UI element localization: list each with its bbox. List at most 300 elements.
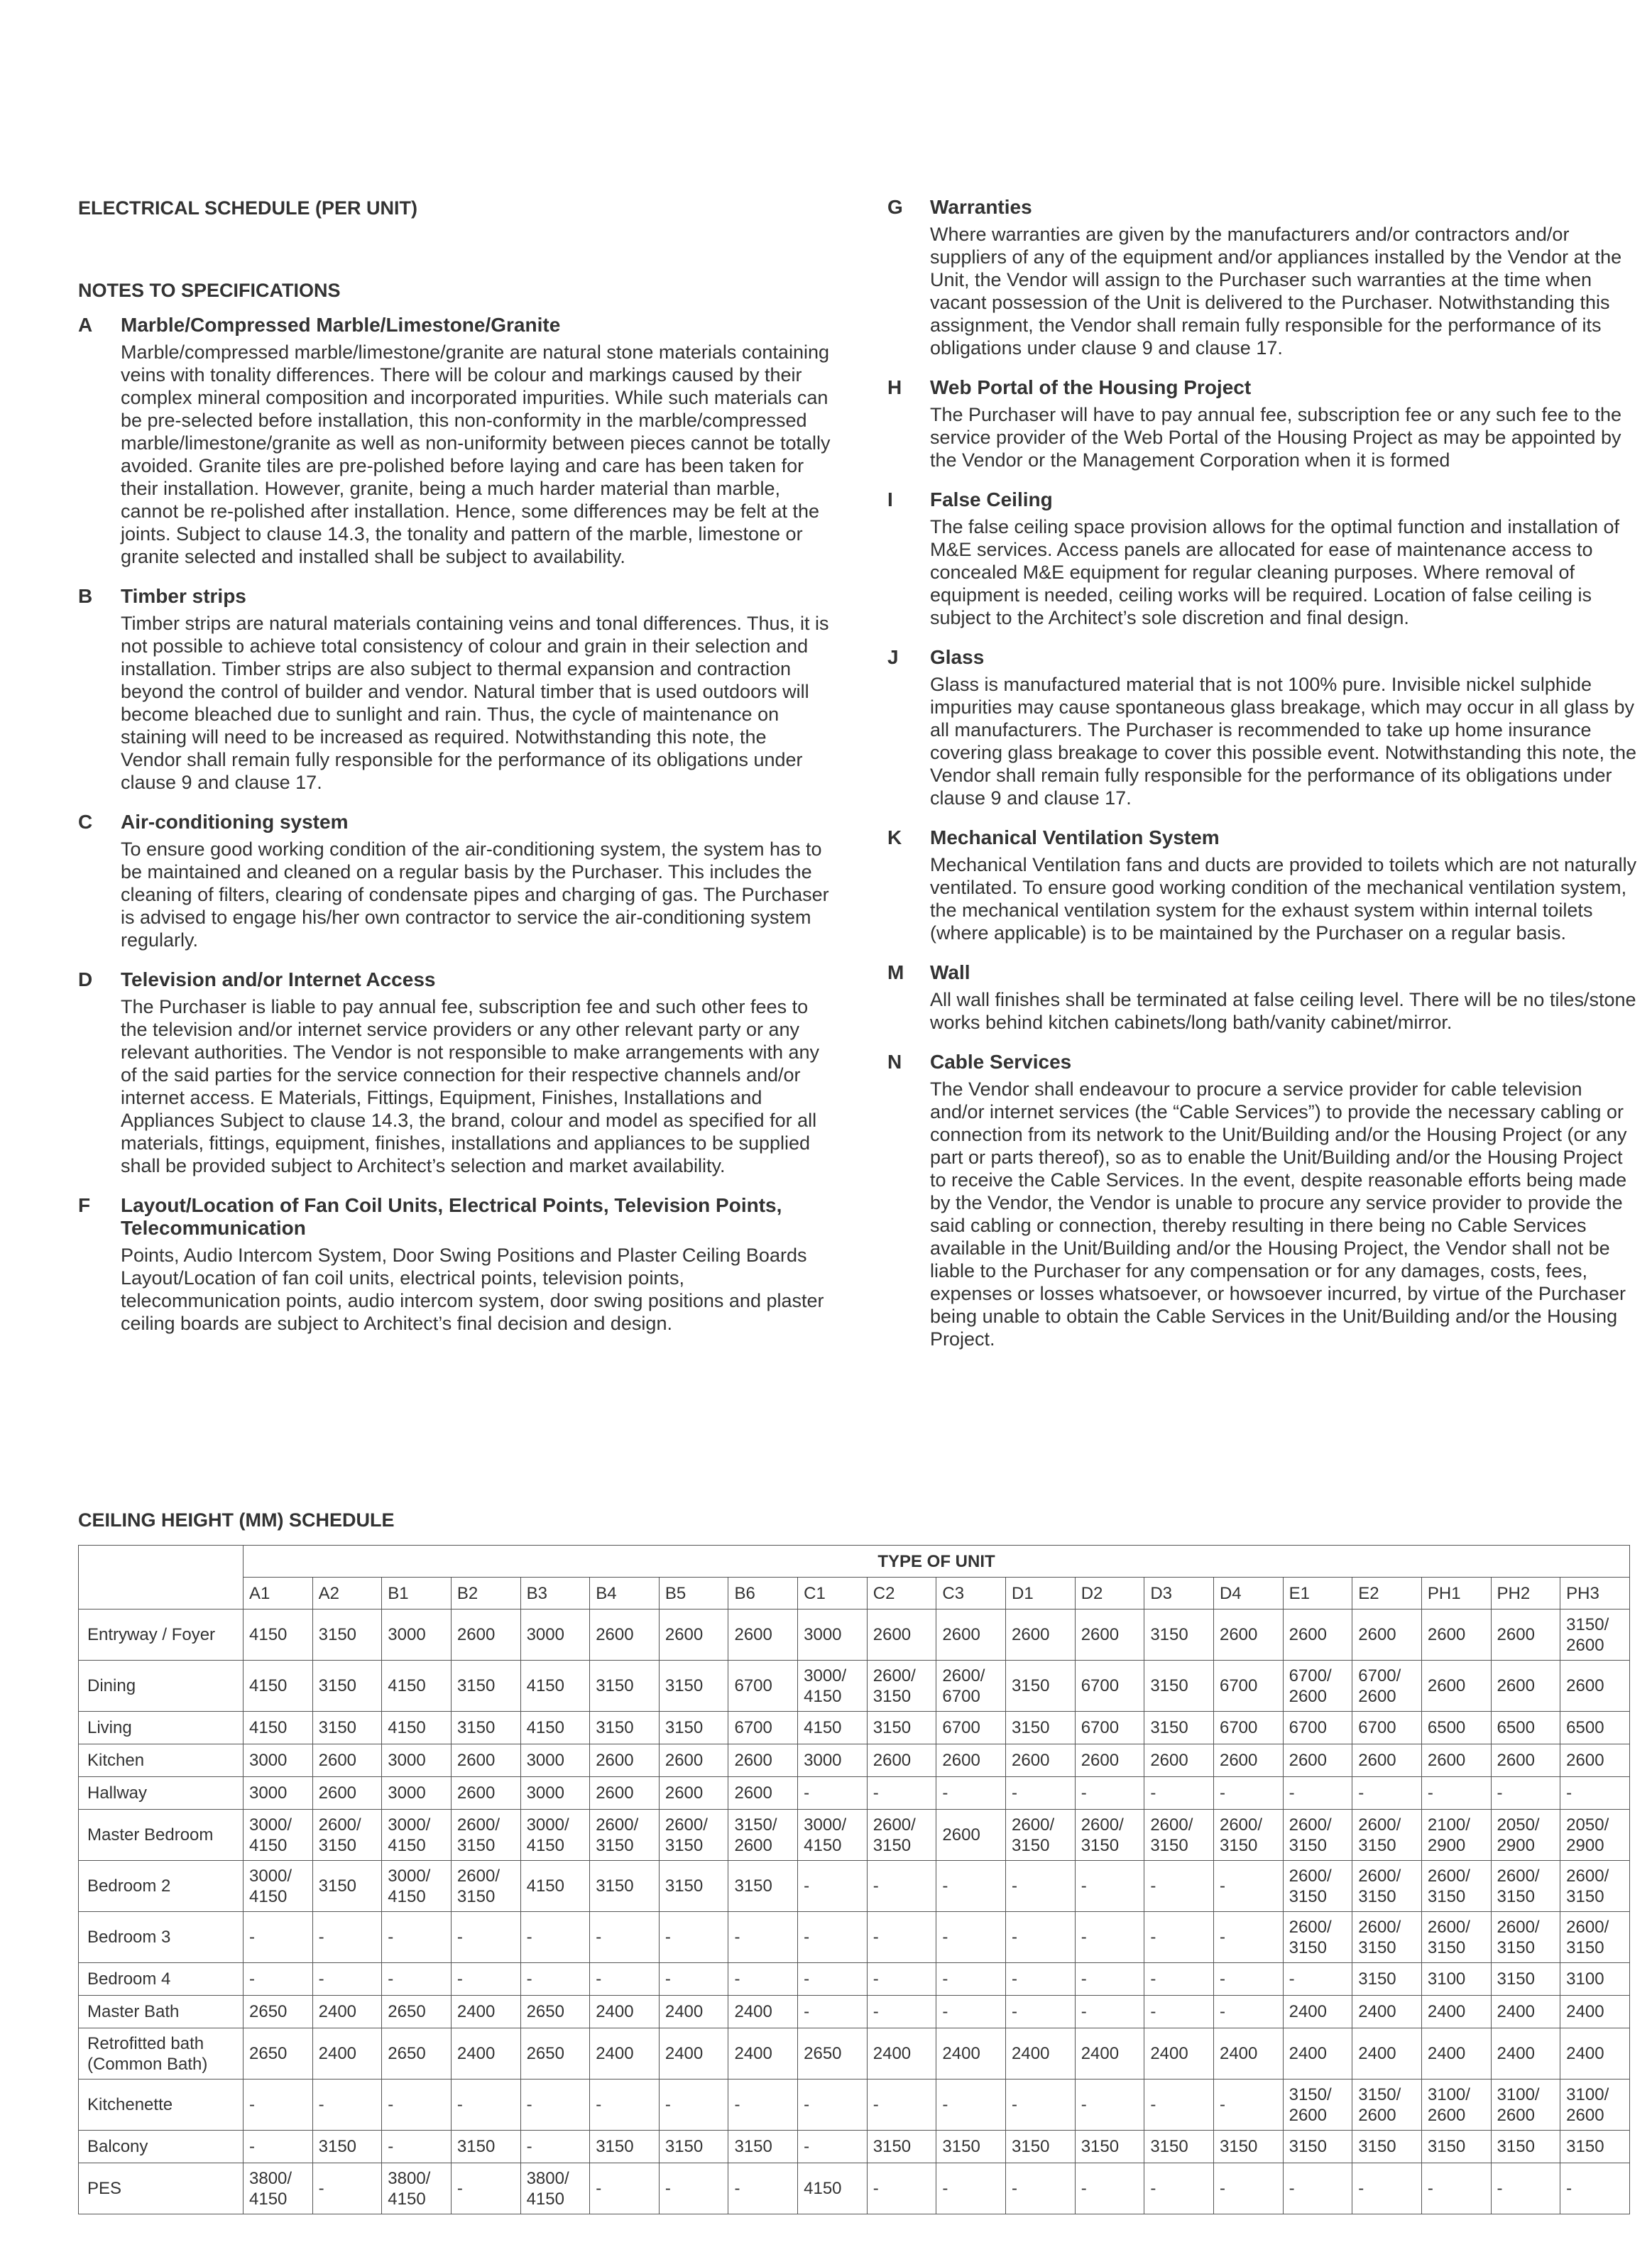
- height-cell: 2600/ 3150: [1421, 1912, 1491, 1963]
- height-cell: 2600: [1075, 1744, 1144, 1777]
- height-cell: -: [312, 1963, 382, 1996]
- row-label: Master Bedroom: [79, 1810, 244, 1861]
- note-body: All wall finishes shall be terminated at false ceiling level. There will be no tiles/stone works behind kitchen cabinets/long bath/vanity cabinet/mirror.: [930, 989, 1636, 1033]
- note-body: To ensure good working condition of the air-conditioning system, the system has to be maintained and cleaned on a regular basis by the Purchaser. This includes the cleaning of filters, clearing of condensate pipes and charging of gas. The Purchaser is advised to engage his/her own contractor to service the air-conditioning system regularly.: [121, 838, 829, 951]
- height-cell: 6500: [1421, 1712, 1491, 1744]
- height-cell: -: [1144, 2163, 1214, 2214]
- height-cell: -: [1075, 1861, 1144, 1912]
- note-body: Mechanical Ventilation fans and ducts are provided to toilets which are not naturally ventilated. To ensure good working condition of the mechanical ventilation system, the mechanical ventilation system for the exhaust system within internal toilets (where applicable) is to be maintained by the Purchaser on a regular basis.: [930, 854, 1637, 944]
- height-cell: -: [1006, 1912, 1076, 1963]
- height-cell: -: [1006, 1861, 1076, 1912]
- height-cell: 2050/ 2900: [1560, 1810, 1630, 1861]
- table-row: [79, 2163, 1630, 2214]
- note-body: Glass is manufactured material that is not 100% pure. Invisible nickel sulphide impurities may cause spontaneous glass breakage, which may occur in all glass by all manufacturers. The Purchaser is recommended to take up home insurance covering glass breakage to cover this possible event. Notwithstanding this note, the Vendor shall remain fully responsible for the performance of its obligations under clause 9 and clause 17.: [930, 674, 1637, 809]
- height-cell: 3000/ 4150: [382, 1861, 452, 1912]
- height-cell: -: [1213, 1861, 1283, 1912]
- height-cell: 3150: [1006, 1712, 1076, 1744]
- unit-type-header: C2: [867, 1578, 936, 1610]
- height-cell: 2600: [451, 1744, 520, 1777]
- height-cell: -: [728, 2163, 798, 2214]
- height-cell: -: [451, 2080, 520, 2131]
- table-corner-cell: [79, 1546, 244, 1610]
- row-label: Living: [79, 1712, 244, 1744]
- table-row: [79, 1996, 1630, 2028]
- height-cell: -: [520, 1912, 590, 1963]
- height-cell: -: [798, 1996, 868, 2028]
- note-letter: A: [78, 314, 93, 336]
- height-cell: 3100/ 2600: [1421, 2080, 1491, 2131]
- height-cell: -: [867, 1996, 936, 2028]
- height-cell: 3000: [244, 1744, 313, 1777]
- height-cell: 2600/ 3150: [1491, 1861, 1560, 1912]
- height-cell: -: [1006, 2080, 1076, 2131]
- height-cell: 2600: [590, 1744, 660, 1777]
- unit-type-header: B6: [728, 1578, 798, 1610]
- height-cell: -: [244, 2131, 313, 2163]
- height-cell: 6700: [936, 1712, 1006, 1744]
- row-label: Bedroom 3: [79, 1912, 244, 1963]
- height-cell: 2600/ 3150: [1560, 1912, 1630, 1963]
- height-cell: 2400: [728, 2028, 798, 2080]
- height-cell: 6700: [1283, 1712, 1352, 1744]
- height-cell: 2600/ 3150: [590, 1810, 660, 1861]
- height-cell: 3100/ 2600: [1560, 2080, 1630, 2131]
- height-cell: 2600/ 3150: [1352, 1810, 1422, 1861]
- height-cell: 2600: [1560, 1661, 1630, 1712]
- unit-type-header: PH3: [1560, 1578, 1630, 1610]
- note-body: Marble/compressed marble/limestone/granite are natural stone materials containing veins with tonality differences. There will be colour and markings caused by their complex mineral composition and incorporated impurities. While such materials can be pre-selected before installation, this non-conformity in the marble/compressed marble/limestone/granite as well as non-uniformity between pieces cannot be totally avoided. Granite tiles are pre-polished before laying and care has been taken for their installation. However, granite, being a much harder material than marble, cannot be re-polished after installation. Hence, some differences may be felt at the joints. Subject to clause 14.3, the tonality and pattern of the marble, limestone or granite selected and installed shall be subject to availability.: [121, 341, 831, 567]
- height-cell: 2600/ 3150: [1075, 1810, 1144, 1861]
- height-cell: 3150: [1491, 2131, 1560, 2163]
- height-cell: -: [451, 1912, 520, 1963]
- height-cell: 2600: [867, 1744, 936, 1777]
- note-letter: N: [887, 1051, 902, 1073]
- ceiling-schedule-heading: CEILING HEIGHT (MM) SCHEDULE: [78, 1509, 395, 1531]
- height-cell: 2600: [1352, 1610, 1422, 1661]
- unit-type-header: C3: [936, 1578, 1006, 1610]
- height-cell: 6700: [1075, 1661, 1144, 1712]
- height-cell: -: [382, 2080, 452, 2131]
- height-cell: 2600/ 3150: [867, 1661, 936, 1712]
- height-cell: 2650: [520, 1996, 590, 2028]
- height-cell: 3000: [382, 1777, 452, 1810]
- ceiling-height-table: [78, 1545, 1630, 2214]
- height-cell: 2600: [1283, 1744, 1352, 1777]
- height-cell: -: [1421, 2163, 1491, 2214]
- note-h: [887, 376, 1640, 471]
- height-cell: -: [867, 1777, 936, 1810]
- height-cell: 3150: [1006, 1661, 1076, 1712]
- unit-type-header: D3: [1144, 1578, 1214, 1610]
- height-cell: 2600: [1560, 1744, 1630, 1777]
- height-cell: 6700: [728, 1712, 798, 1744]
- note-body: Timber strips are natural materials containing veins and tonal differences. Thus, it is not possible to achieve total consistency of colour and grain in their selection and installation. Timber strips are also subject to thermal expansion and contraction beyond the control of builder and vendor. Natural timber that is used outdoors will become bleached due to sunlight and rain. Thus, the cycle of maintenance on staining will need to be increased as required. Notwithstanding this note, the Vendor shall remain fully responsible for the performance of its obligations under clause 9 and clause 17.: [121, 613, 829, 793]
- table-row: [79, 1610, 1630, 1661]
- note-title: Warranties: [930, 196, 1032, 218]
- height-cell: 2400: [1491, 2028, 1560, 2080]
- height-cell: 3150: [451, 2131, 520, 2163]
- unit-type-header: D2: [1075, 1578, 1144, 1610]
- height-cell: 2600: [451, 1610, 520, 1661]
- row-label: Kitchenette: [79, 2080, 244, 2131]
- row-label: Retrofitted bath (Common Bath): [79, 2028, 244, 2080]
- height-cell: -: [382, 1963, 452, 1996]
- height-cell: 2400: [1006, 2028, 1076, 2080]
- height-cell: -: [798, 2131, 868, 2163]
- note-title: Layout/Location of Fan Coil Units, Electrical Points, Television Points, Telecommunication: [121, 1194, 782, 1239]
- height-cell: 2600/ 3150: [867, 1810, 936, 1861]
- notes-heading: NOTES TO SPECIFICATIONS: [78, 280, 341, 301]
- height-cell: 2600: [1144, 1744, 1214, 1777]
- height-cell: -: [590, 1963, 660, 1996]
- height-cell: 3150: [312, 1610, 382, 1661]
- height-cell: -: [728, 1963, 798, 1996]
- note-j: [887, 646, 1640, 809]
- height-cell: 3150: [1006, 2131, 1076, 2163]
- note-letter: H: [887, 376, 902, 398]
- height-cell: -: [798, 1963, 868, 1996]
- height-cell: 3150: [659, 1661, 728, 1712]
- height-cell: -: [1075, 1777, 1144, 1810]
- height-cell: 2400: [1075, 2028, 1144, 2080]
- height-cell: 3150/ 2600: [1560, 1610, 1630, 1661]
- height-cell: 2400: [1491, 1996, 1560, 2028]
- height-cell: 2600/ 3150: [1283, 1861, 1352, 1912]
- height-cell: 2600: [312, 1777, 382, 1810]
- height-cell: 3150: [1144, 1712, 1214, 1744]
- height-cell: 3100: [1560, 1963, 1630, 1996]
- height-cell: 4150: [244, 1610, 313, 1661]
- height-cell: 2600: [451, 1777, 520, 1810]
- height-cell: 3150: [1075, 2131, 1144, 2163]
- height-cell: 2600/ 3150: [1213, 1810, 1283, 1861]
- height-cell: -: [798, 2080, 868, 2131]
- height-cell: 2400: [1283, 1996, 1352, 2028]
- height-cell: 2600/ 3150: [451, 1810, 520, 1861]
- table-row: [79, 1661, 1630, 1712]
- note-c: [78, 811, 831, 951]
- height-cell: -: [798, 1777, 868, 1810]
- height-cell: -: [936, 1912, 1006, 1963]
- height-cell: -: [590, 2080, 660, 2131]
- height-cell: 2400: [590, 2028, 660, 2080]
- height-cell: 3000/ 4150: [244, 1861, 313, 1912]
- height-cell: 3000: [520, 1777, 590, 1810]
- height-cell: 4150: [382, 1661, 452, 1712]
- height-cell: -: [1283, 1777, 1352, 1810]
- height-cell: -: [312, 1912, 382, 1963]
- height-cell: -: [244, 2080, 313, 2131]
- height-cell: 3800/ 4150: [244, 2163, 313, 2214]
- height-cell: 2600/ 6700: [936, 1661, 1006, 1712]
- height-cell: -: [382, 2131, 452, 2163]
- right-column: [887, 196, 1640, 1367]
- height-cell: 2650: [798, 2028, 868, 2080]
- height-cell: -: [1213, 1996, 1283, 2028]
- height-cell: -: [936, 2080, 1006, 2131]
- height-cell: 2600: [936, 1744, 1006, 1777]
- height-cell: 2600: [728, 1777, 798, 1810]
- height-cell: -: [312, 2080, 382, 2131]
- table-row: [79, 1963, 1630, 1996]
- row-label: Master Bath: [79, 1996, 244, 2028]
- height-cell: -: [1144, 1963, 1214, 1996]
- height-cell: -: [1144, 1996, 1214, 2028]
- height-cell: 3150: [659, 1712, 728, 1744]
- height-cell: 2650: [244, 1996, 313, 2028]
- height-cell: 2600: [590, 1610, 660, 1661]
- height-cell: -: [1075, 2080, 1144, 2131]
- table-row: [79, 2028, 1630, 2080]
- height-cell: -: [936, 1963, 1006, 1996]
- table-row: [79, 2080, 1630, 2131]
- height-cell: 3800/ 4150: [382, 2163, 452, 2214]
- height-cell: -: [867, 1861, 936, 1912]
- note-a: [78, 314, 831, 568]
- height-cell: 2600: [1421, 1661, 1491, 1712]
- height-cell: -: [1006, 2163, 1076, 2214]
- height-cell: 3000/ 4150: [244, 1810, 313, 1861]
- unit-type-header: B5: [659, 1578, 728, 1610]
- height-cell: -: [520, 2131, 590, 2163]
- height-cell: -: [1352, 2163, 1422, 2214]
- height-cell: 3150: [1144, 1610, 1214, 1661]
- height-cell: 4150: [520, 1712, 590, 1744]
- height-cell: 3150: [1352, 1963, 1422, 1996]
- height-cell: 2600/ 3150: [1006, 1810, 1076, 1861]
- height-cell: 2600: [1213, 1744, 1283, 1777]
- height-cell: 2600/ 3150: [1283, 1810, 1352, 1861]
- height-cell: -: [451, 2163, 520, 2214]
- table-row: [79, 1861, 1630, 1912]
- height-cell: 3150/ 2600: [728, 1810, 798, 1861]
- height-cell: -: [1213, 1777, 1283, 1810]
- height-cell: 2100/ 2900: [1421, 1810, 1491, 1861]
- height-cell: 2400: [1421, 1996, 1491, 2028]
- height-cell: 3150: [451, 1712, 520, 1744]
- height-cell: 2400: [1421, 2028, 1491, 2080]
- height-cell: 2600: [590, 1777, 660, 1810]
- height-cell: -: [1144, 1912, 1214, 1963]
- height-cell: 3150: [1560, 2131, 1630, 2163]
- height-cell: 2400: [1560, 1996, 1630, 2028]
- row-label: Hallway: [79, 1777, 244, 1810]
- height-cell: 2650: [382, 1996, 452, 2028]
- height-cell: -: [1213, 2080, 1283, 2131]
- height-cell: 3150: [590, 1661, 660, 1712]
- height-cell: -: [936, 1861, 1006, 1912]
- height-cell: 2600/ 3150: [1144, 1810, 1214, 1861]
- height-cell: 3150: [590, 1712, 660, 1744]
- height-cell: 3800/ 4150: [520, 2163, 590, 2214]
- height-cell: -: [451, 1963, 520, 1996]
- height-cell: -: [1144, 1777, 1214, 1810]
- height-cell: -: [1491, 2163, 1560, 2214]
- unit-type-header: E1: [1283, 1578, 1352, 1610]
- height-cell: 3150: [936, 2131, 1006, 2163]
- row-label: PES: [79, 2163, 244, 2214]
- height-cell: 2600: [867, 1610, 936, 1661]
- height-cell: -: [659, 1912, 728, 1963]
- height-cell: 3150: [1421, 2131, 1491, 2163]
- height-cell: -: [1075, 2163, 1144, 2214]
- height-cell: -: [382, 1912, 452, 1963]
- unit-type-header: B3: [520, 1578, 590, 1610]
- height-cell: 6500: [1560, 1712, 1630, 1744]
- height-cell: -: [867, 1912, 936, 1963]
- height-cell: 6700/ 2600: [1283, 1661, 1352, 1712]
- height-cell: 2600: [936, 1610, 1006, 1661]
- unit-type-header: A2: [312, 1578, 382, 1610]
- left-column: [78, 196, 831, 1352]
- height-cell: -: [1213, 2163, 1283, 2214]
- height-cell: 3150: [1491, 1963, 1560, 1996]
- height-cell: 2600/ 3150: [1560, 1861, 1630, 1912]
- note-title: Wall: [930, 961, 970, 983]
- height-cell: 3150/ 2600: [1352, 2080, 1422, 2131]
- height-cell: -: [1491, 1777, 1560, 1810]
- height-cell: 4150: [244, 1661, 313, 1712]
- height-cell: -: [1213, 1912, 1283, 1963]
- height-cell: -: [520, 2080, 590, 2131]
- note-title: Web Portal of the Housing Project: [930, 376, 1252, 398]
- height-cell: 2600: [659, 1744, 728, 1777]
- row-label: Balcony: [79, 2131, 244, 2163]
- height-cell: -: [520, 1963, 590, 1996]
- table-row: [79, 1777, 1630, 1810]
- electrical-schedule-heading: ELECTRICAL SCHEDULE (PER UNIT): [78, 197, 418, 219]
- unit-type-header: B1: [382, 1578, 452, 1610]
- height-cell: 2600: [1421, 1744, 1491, 1777]
- height-cell: 2600: [1491, 1744, 1560, 1777]
- type-of-unit-header: TYPE OF UNIT: [244, 1546, 1630, 1578]
- height-cell: -: [659, 2080, 728, 2131]
- note-body: The Purchaser is liable to pay annual fee, subscription fee and such other fees to the television and/or internet service providers or any other relevant party or any relevant authorities. The Vendor is not responsible to make arrangements with any of the said parties for the service connection for their respective channels and/or internet access. E Materials, Fittings, Equipment, Finishes, Installations and Appliances Subject to clause 14.3, the brand, colour and model as specified for all materials, fittings, equipment, finishes, installations and appliances to be supplied shall be provided subject to Architect’s selection and market availability.: [121, 996, 820, 1176]
- table-row: [79, 1712, 1630, 1744]
- height-cell: 2600: [1352, 1744, 1422, 1777]
- note-b: [78, 585, 831, 794]
- height-cell: 4150: [244, 1712, 313, 1744]
- height-cell: -: [659, 2163, 728, 2214]
- note-title: Air-conditioning system: [121, 811, 349, 833]
- height-cell: 3150: [312, 2131, 382, 2163]
- height-cell: -: [1075, 1996, 1144, 2028]
- height-cell: 2600: [1491, 1661, 1560, 1712]
- note-body: The Vendor shall endeavour to procure a service provider for cable television and/or internet services (the “Cable Services”) to provide the necessary cabling or connection from its network to the Unit/Building and/or the Housing Project (or any part or parts thereof), so as to enable the Unit/Building and/or the Housing Project to receive the Cable Services. In the event, despite reasonable efforts being made by the Vendor, the Vendor is unable to procure any service provider to provide the said cabling or connection, thereby resulting in there being no Cable Services available in the Unit/Building and/or the Housing Project, the Vendor shall not be liable to the Purchaser for any compensation or for any damages, costs, fees, expenses or losses whatsoever, or howsoever incurred, by virtue of the Purchaser being unable to obtain the Cable Services in the Unit/Building and/or the Housing Project.: [930, 1078, 1627, 1350]
- table-row: [79, 2131, 1630, 2163]
- note-title: Marble/Compressed Marble/Limestone/Granite: [121, 314, 561, 336]
- height-cell: 3150: [312, 1861, 382, 1912]
- note-letter: M: [887, 961, 904, 983]
- height-cell: 3150: [728, 2131, 798, 2163]
- height-cell: 2400: [1283, 2028, 1352, 2080]
- height-cell: 3150: [867, 2131, 936, 2163]
- height-cell: 2600/ 3150: [659, 1810, 728, 1861]
- height-cell: 3150: [1144, 2131, 1214, 2163]
- height-cell: -: [1421, 1777, 1491, 1810]
- height-cell: -: [1006, 1963, 1076, 1996]
- height-cell: 2400: [451, 1996, 520, 2028]
- height-cell: -: [244, 1912, 313, 1963]
- height-cell: 6700/ 2600: [1352, 1661, 1422, 1712]
- height-cell: -: [312, 2163, 382, 2214]
- height-cell: 4150: [520, 1861, 590, 1912]
- height-cell: 2600/ 3150: [451, 1861, 520, 1912]
- note-d: [78, 968, 831, 1177]
- height-cell: 3000: [520, 1744, 590, 1777]
- note-title: Cable Services: [930, 1051, 1072, 1073]
- height-cell: 3000/ 4150: [798, 1810, 868, 1861]
- height-cell: 3000: [382, 1744, 452, 1777]
- height-cell: 3000: [382, 1610, 452, 1661]
- height-cell: 2400: [1560, 2028, 1630, 2080]
- height-cell: 3000: [244, 1777, 313, 1810]
- height-cell: -: [867, 2080, 936, 2131]
- note-title: Glass: [930, 646, 985, 668]
- height-cell: 3000/ 4150: [520, 1810, 590, 1861]
- height-cell: -: [590, 1912, 660, 1963]
- height-cell: 2600: [659, 1777, 728, 1810]
- height-cell: 6500: [1491, 1712, 1560, 1744]
- height-cell: 2600: [1213, 1610, 1283, 1661]
- height-cell: 2400: [728, 1996, 798, 2028]
- height-cell: 2600: [728, 1610, 798, 1661]
- height-cell: 3150: [590, 1861, 660, 1912]
- height-cell: 2600: [659, 1610, 728, 1661]
- note-body: The false ceiling space provision allows for the optimal function and installation of M&E services. Access panels are allocated for ease of maintenance access to concealed M&E equipment for regular cleaning purposes. Where removal of equipment is needed, ceiling works will be required. Location of false ceiling is subject to the Architect’s sole discretion and final design.: [930, 516, 1620, 628]
- note-title: Mechanical Ventilation System: [930, 826, 1220, 848]
- height-cell: 6700: [1213, 1712, 1283, 1744]
- height-cell: -: [936, 1777, 1006, 1810]
- height-cell: -: [1213, 1963, 1283, 1996]
- height-cell: 2600: [1006, 1610, 1076, 1661]
- height-cell: -: [728, 1912, 798, 1963]
- height-cell: 3150: [1352, 2131, 1422, 2163]
- height-cell: 2400: [451, 2028, 520, 2080]
- height-cell: 3100/ 2600: [1491, 2080, 1560, 2131]
- height-cell: 3000/ 4150: [798, 1661, 868, 1712]
- height-cell: 2400: [1352, 2028, 1422, 2080]
- height-cell: 3000/ 4150: [382, 1810, 452, 1861]
- height-cell: -: [590, 2163, 660, 2214]
- height-cell: -: [1006, 1996, 1076, 2028]
- height-cell: 2400: [1213, 2028, 1283, 2080]
- height-cell: -: [659, 1963, 728, 1996]
- height-cell: -: [1560, 2163, 1630, 2214]
- note-n: [887, 1051, 1640, 1350]
- note-body: Points, Audio Intercom System, Door Swing Positions and Plaster Ceiling Boards Layout/Location of fan coil units, electrical points, television points, telecommunication points, audio intercom system, door swing positions and plaster ceiling boards are subject to Architect’s final decision and design.: [121, 1245, 824, 1334]
- note-g: [887, 196, 1640, 359]
- height-cell: 2600/ 3150: [1352, 1912, 1422, 1963]
- height-cell: -: [1006, 1777, 1076, 1810]
- height-cell: 3150: [312, 1661, 382, 1712]
- height-cell: -: [1560, 1777, 1630, 1810]
- height-cell: 2600: [312, 1744, 382, 1777]
- height-cell: -: [936, 1996, 1006, 2028]
- note-title: False Ceiling: [930, 488, 1053, 510]
- height-cell: -: [244, 1963, 313, 1996]
- unit-type-header: PH2: [1491, 1578, 1560, 1610]
- height-cell: 2400: [590, 1996, 660, 2028]
- note-letter: F: [78, 1194, 91, 1216]
- height-cell: -: [798, 1861, 868, 1912]
- height-cell: 2600: [936, 1810, 1006, 1861]
- note-body: Where warranties are given by the manufacturers and/or contractors and/or suppliers of any of the equipment and/or appliances installed by the Vendor at the Unit, the Vendor will assign to the Purchaser such warranties at the time when vacant possession of the Unit is delivered to the Purchaser. Notwithstanding this assignment, the Vendor shall remain fully responsible for the performance of its obligations under clause 9 and clause 17.: [930, 224, 1622, 359]
- note-m: [887, 961, 1640, 1034]
- height-cell: 3000: [798, 1744, 868, 1777]
- row-label: Entryway / Foyer: [79, 1610, 244, 1661]
- height-cell: 2400: [659, 1996, 728, 2028]
